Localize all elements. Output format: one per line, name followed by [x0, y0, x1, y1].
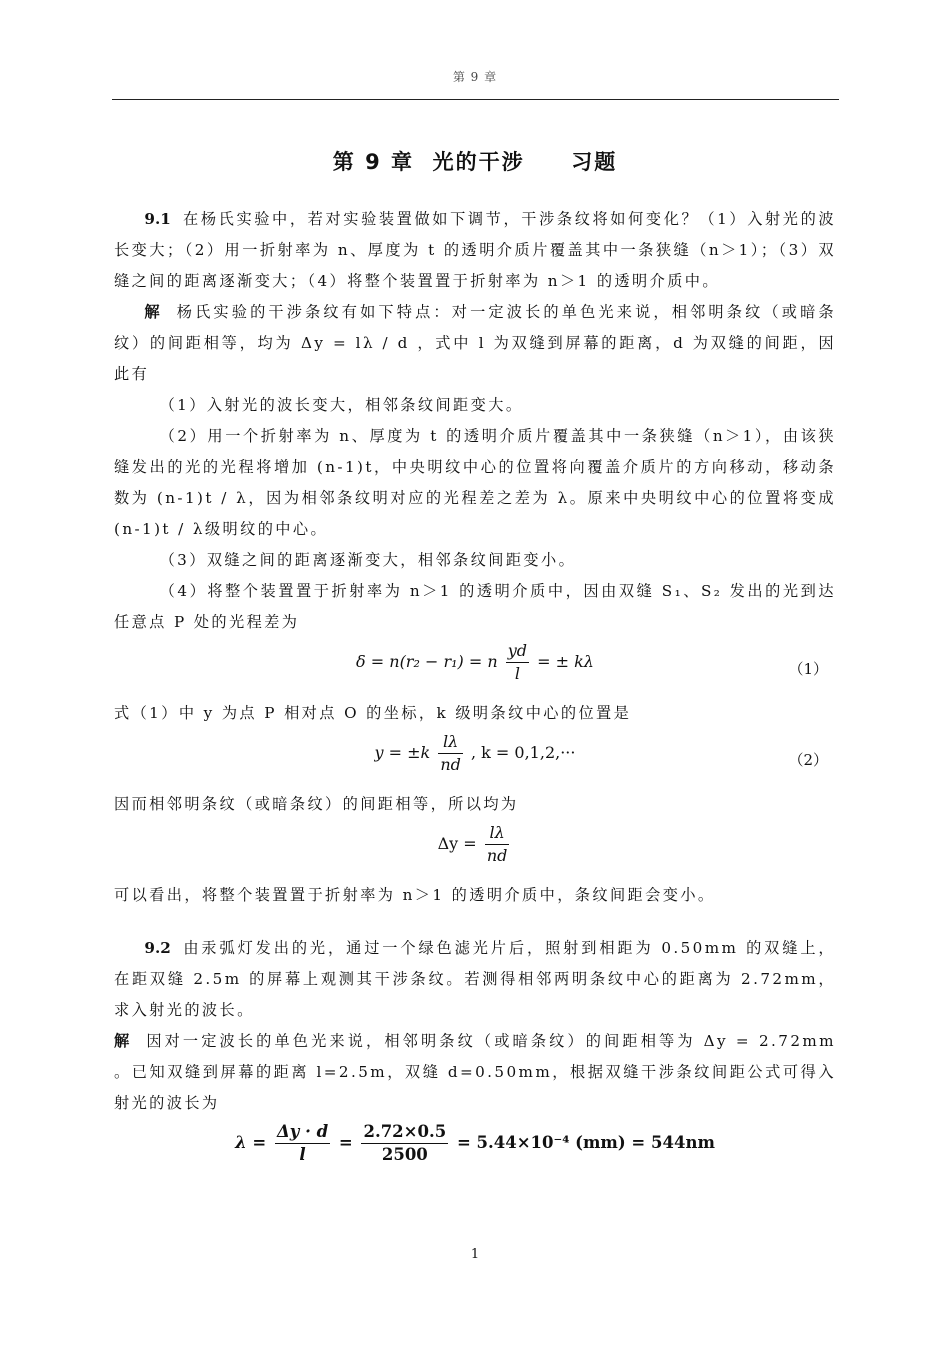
solution-label: 解 — [114, 1032, 133, 1050]
solution-item-1: （1）入射光的波长变大，相邻条纹间距变大。 — [159, 396, 524, 414]
eqw-fraction-1 — [275, 1121, 330, 1166]
equation-1-body — [114, 640, 836, 685]
header-rule — [112, 99, 839, 100]
problem-9-2-solution — [114, 1026, 836, 1119]
eqw-lhs: λ = — [235, 1133, 267, 1152]
eq2-rhs: , k = 0,1,2,··· — [470, 743, 576, 762]
equation-1 — [114, 640, 836, 696]
solution-intro-text: 杨氏实验的干涉条纹有如下特点：对一定波长的单色光来说，相邻明条纹（或暗条纹）的间距相等，均为 Δy = lλ / d ，式中 l 为双缝到屏幕的距离，d 为双缝的间距，因此有 — [114, 303, 836, 383]
equation-wavelength — [114, 1121, 836, 1181]
problem-9-1-solution-intro — [114, 297, 836, 390]
solution-item-4: （4）将整个装置置于折射率为 n＞1 的透明介质中，因由双缝 S₁、S₂ 发出的光到达任意点 P 处的光程差为 — [114, 582, 836, 631]
equation-2-body — [114, 731, 836, 776]
eq1-rhs: = ± kλ — [537, 652, 594, 671]
equation-wavelength-body — [114, 1121, 836, 1166]
solution-item-3: （3）双缝之间的距离逐渐变大，相邻条纹间距变小。 — [159, 551, 577, 569]
eqw-frac2-denominator: 2500 — [381, 1145, 428, 1164]
eq1-fraction — [506, 640, 529, 685]
eq3-fraction — [485, 822, 510, 867]
eq3-numerator: lλ — [485, 822, 510, 845]
eqw-frac1-numerator: Δy · d — [275, 1121, 330, 1144]
after-equation-1: 式（1）中 y 为点 P 相对点 O 的坐标，k 级明条纹中心的位置是 — [114, 704, 632, 722]
problem-9-2-question — [114, 933, 836, 1026]
equation-3 — [114, 822, 836, 878]
eqw-frac2-numerator: 2.72×0.5 — [361, 1121, 448, 1144]
eqw-frac1-denominator: l — [299, 1145, 306, 1164]
chapter-title: 第 9 章 光的干涉 习题 — [332, 150, 618, 174]
eq1-denominator: l — [514, 664, 520, 683]
page-number: 1 — [470, 1247, 480, 1262]
eq2-numerator: lλ — [438, 731, 463, 754]
eq3-lhs: Δy = — [437, 834, 477, 853]
question-text: 在杨氏实验中，若对实验装置做如下调节，干涉条纹将如何变化？（1）入射光的波长变大；（2）用一折射率为 n、厚度为 t 的透明介质片覆盖其中一条狭缝（n＞1）；（3）双缝之间的距离逐渐变大；（4）将整个装置置于折射率为 n＞1 的透明介质中。 — [114, 210, 836, 290]
equation-3-body — [114, 822, 836, 867]
problem-number: 9.1 — [144, 210, 171, 228]
problem-9-1-question — [114, 204, 836, 297]
equation-1-number: （1） — [788, 660, 828, 678]
eqw-result: = 5.44×10⁻⁴ (mm) = 544nm — [456, 1133, 715, 1152]
equation-2 — [114, 731, 836, 787]
running-header: 第 9 章 — [452, 70, 498, 84]
question-text: 由汞弧灯发出的光，通过一个绿色滤光片后，照射到相距为 0.50mm 的双缝上，在距双缝 2.5m 的屏幕上观测其干涉条纹。若测得相邻两明条纹中心的距离为 2.72mm，求入射光的波长。 — [114, 939, 836, 1019]
eq2-denominator: nd — [440, 755, 461, 774]
eqw-fraction-2 — [361, 1121, 448, 1166]
solution-item-2: （2）用一个折射率为 n、厚度为 t 的透明介质片覆盖其中一条狭缝（n＞1），由该狭缝发出的光的光程将增加 (n-1)t，中央明纹中心的位置将向覆盖介质片的方向移动，移动条数为 (n-1)t / λ，因为相邻条纹明对应的光程差之差为 λ。原来中央明纹中心的位置将变成 (n-1)t / λ级明纹的中心。 — [114, 427, 836, 538]
eq3-denominator: nd — [486, 846, 508, 865]
equation-2-number: （2） — [788, 751, 828, 769]
solution-label: 解 — [144, 303, 163, 321]
eq2-fraction — [438, 731, 463, 776]
after-equation-2: 因而相邻明条纹（或暗条纹）的间距相等，所以均为 — [114, 795, 519, 813]
section-gap — [114, 911, 836, 933]
document-body — [114, 204, 836, 1183]
eq2-lhs: y = ±k — [374, 743, 431, 762]
eq1-lhs: δ = n(r₂ − r₁) = n — [356, 652, 498, 671]
problem-number: 9.2 — [144, 939, 171, 957]
eqw-equals: = — [338, 1133, 353, 1152]
problem-9-1-conclusion: 可以看出，将整个装置置于折射率为 n＞1 的透明介质中，条纹间距会变小。 — [114, 886, 716, 904]
eq1-numerator: yd — [506, 640, 529, 663]
solution-text: 因对一定波长的单色光来说，相邻明条纹（或暗条纹）的间距相等为 Δy = 2.72mm 。已知双缝到屏幕的距离 l=2.5m，双缝 d=0.50mm，根据双缝干涉条纹间距公式可得入射光的波长为 — [114, 1032, 836, 1112]
